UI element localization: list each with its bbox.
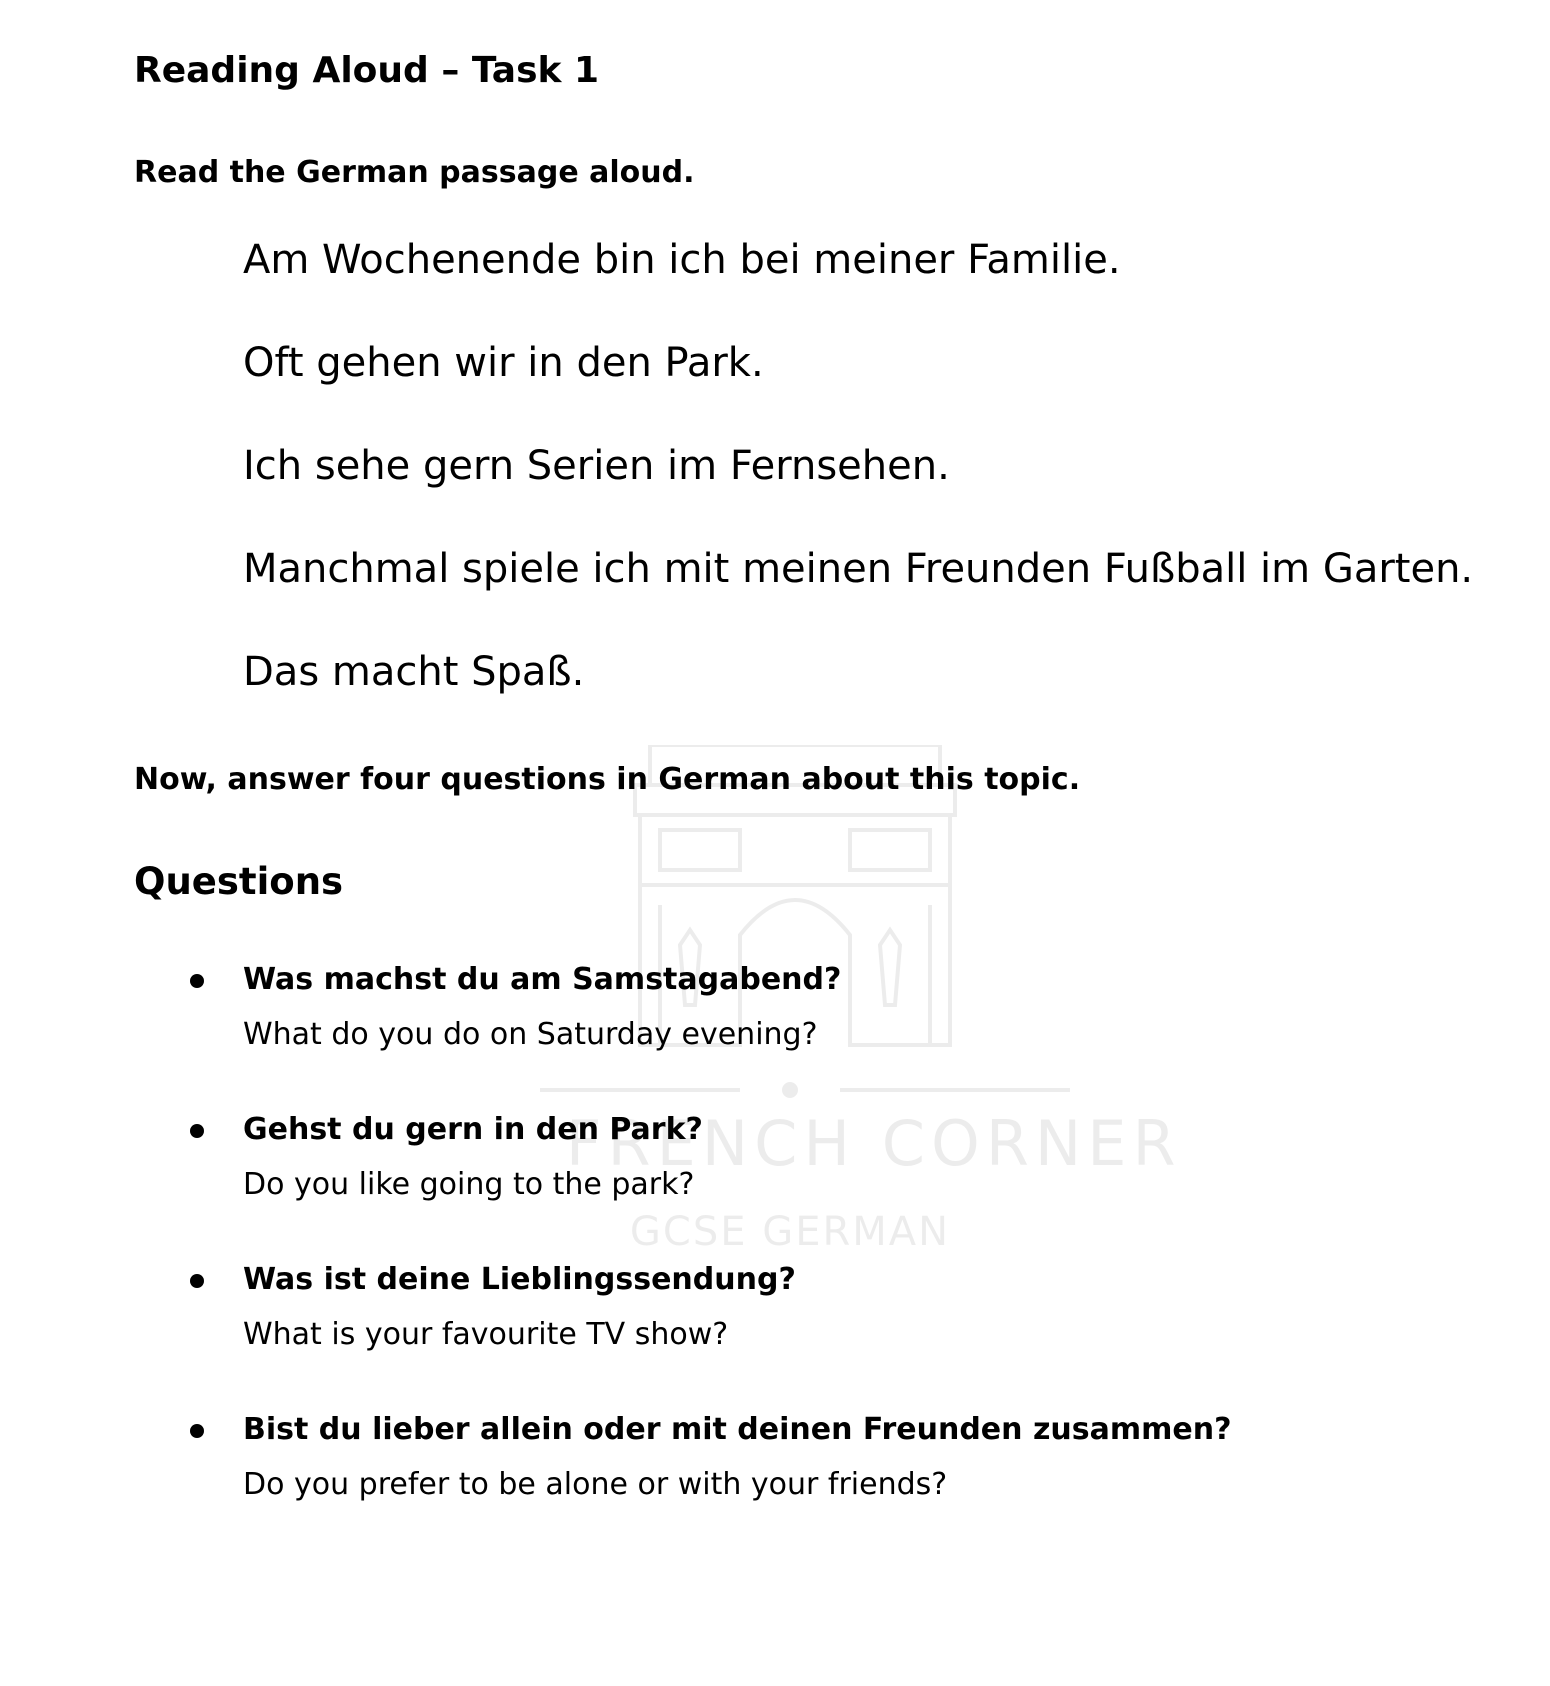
question-german: Was machst du am Samstagabend? <box>243 962 842 997</box>
question-german: Was ist deine Lieblingssendung? <box>243 1262 796 1297</box>
page-title: Reading Aloud – Task 1 <box>134 50 600 91</box>
svg-text:GCSE GERMAN: GCSE GERMAN <box>629 1209 951 1255</box>
bullet-icon <box>190 1124 204 1138</box>
question-german: Bist du lieber allein oder mit deinen Freunden zusammen? <box>243 1412 1232 1447</box>
instruction-answer-questions: Now, answer four questions in German about this topic. <box>134 762 1081 797</box>
bullet-icon <box>190 974 204 988</box>
passage-sentence: Ich sehe gern Serien im Fernsehen. <box>243 443 950 489</box>
question-english: What is your favourite TV show? <box>243 1317 729 1352</box>
question-item <box>190 1260 1232 1410</box>
question-item <box>190 1110 1232 1260</box>
questions-heading: Questions <box>134 860 344 903</box>
passage-sentence: Am Wochenende bin ich bei meiner Familie. <box>243 237 1121 283</box>
passage-sentence: Manchmal spiele ich mit meinen Freunden Fußball im Garten. <box>243 546 1474 592</box>
bullet-icon <box>190 1424 204 1438</box>
question-english: Do you prefer to be alone or with your friends? <box>243 1467 948 1502</box>
questions-list <box>190 960 1232 1560</box>
passage-sentence: Oft gehen wir in den Park. <box>243 340 764 386</box>
svg-text:THE FRENCH CORNER: FRENCH CORNER <box>565 1107 1182 1180</box>
question-english: Do you like going to the park? <box>243 1167 695 1202</box>
question-german: Gehst du gern in den Park? <box>243 1112 703 1147</box>
question-item <box>190 960 1232 1110</box>
question-item <box>190 1410 1232 1560</box>
bullet-icon <box>190 1274 204 1288</box>
question-english: What do you do on Saturday evening? <box>243 1017 818 1052</box>
passage-sentence: Das macht Spaß. <box>243 649 585 695</box>
german-passage <box>243 237 1474 755</box>
instruction-read-aloud: Read the German passage aloud. <box>134 155 695 190</box>
